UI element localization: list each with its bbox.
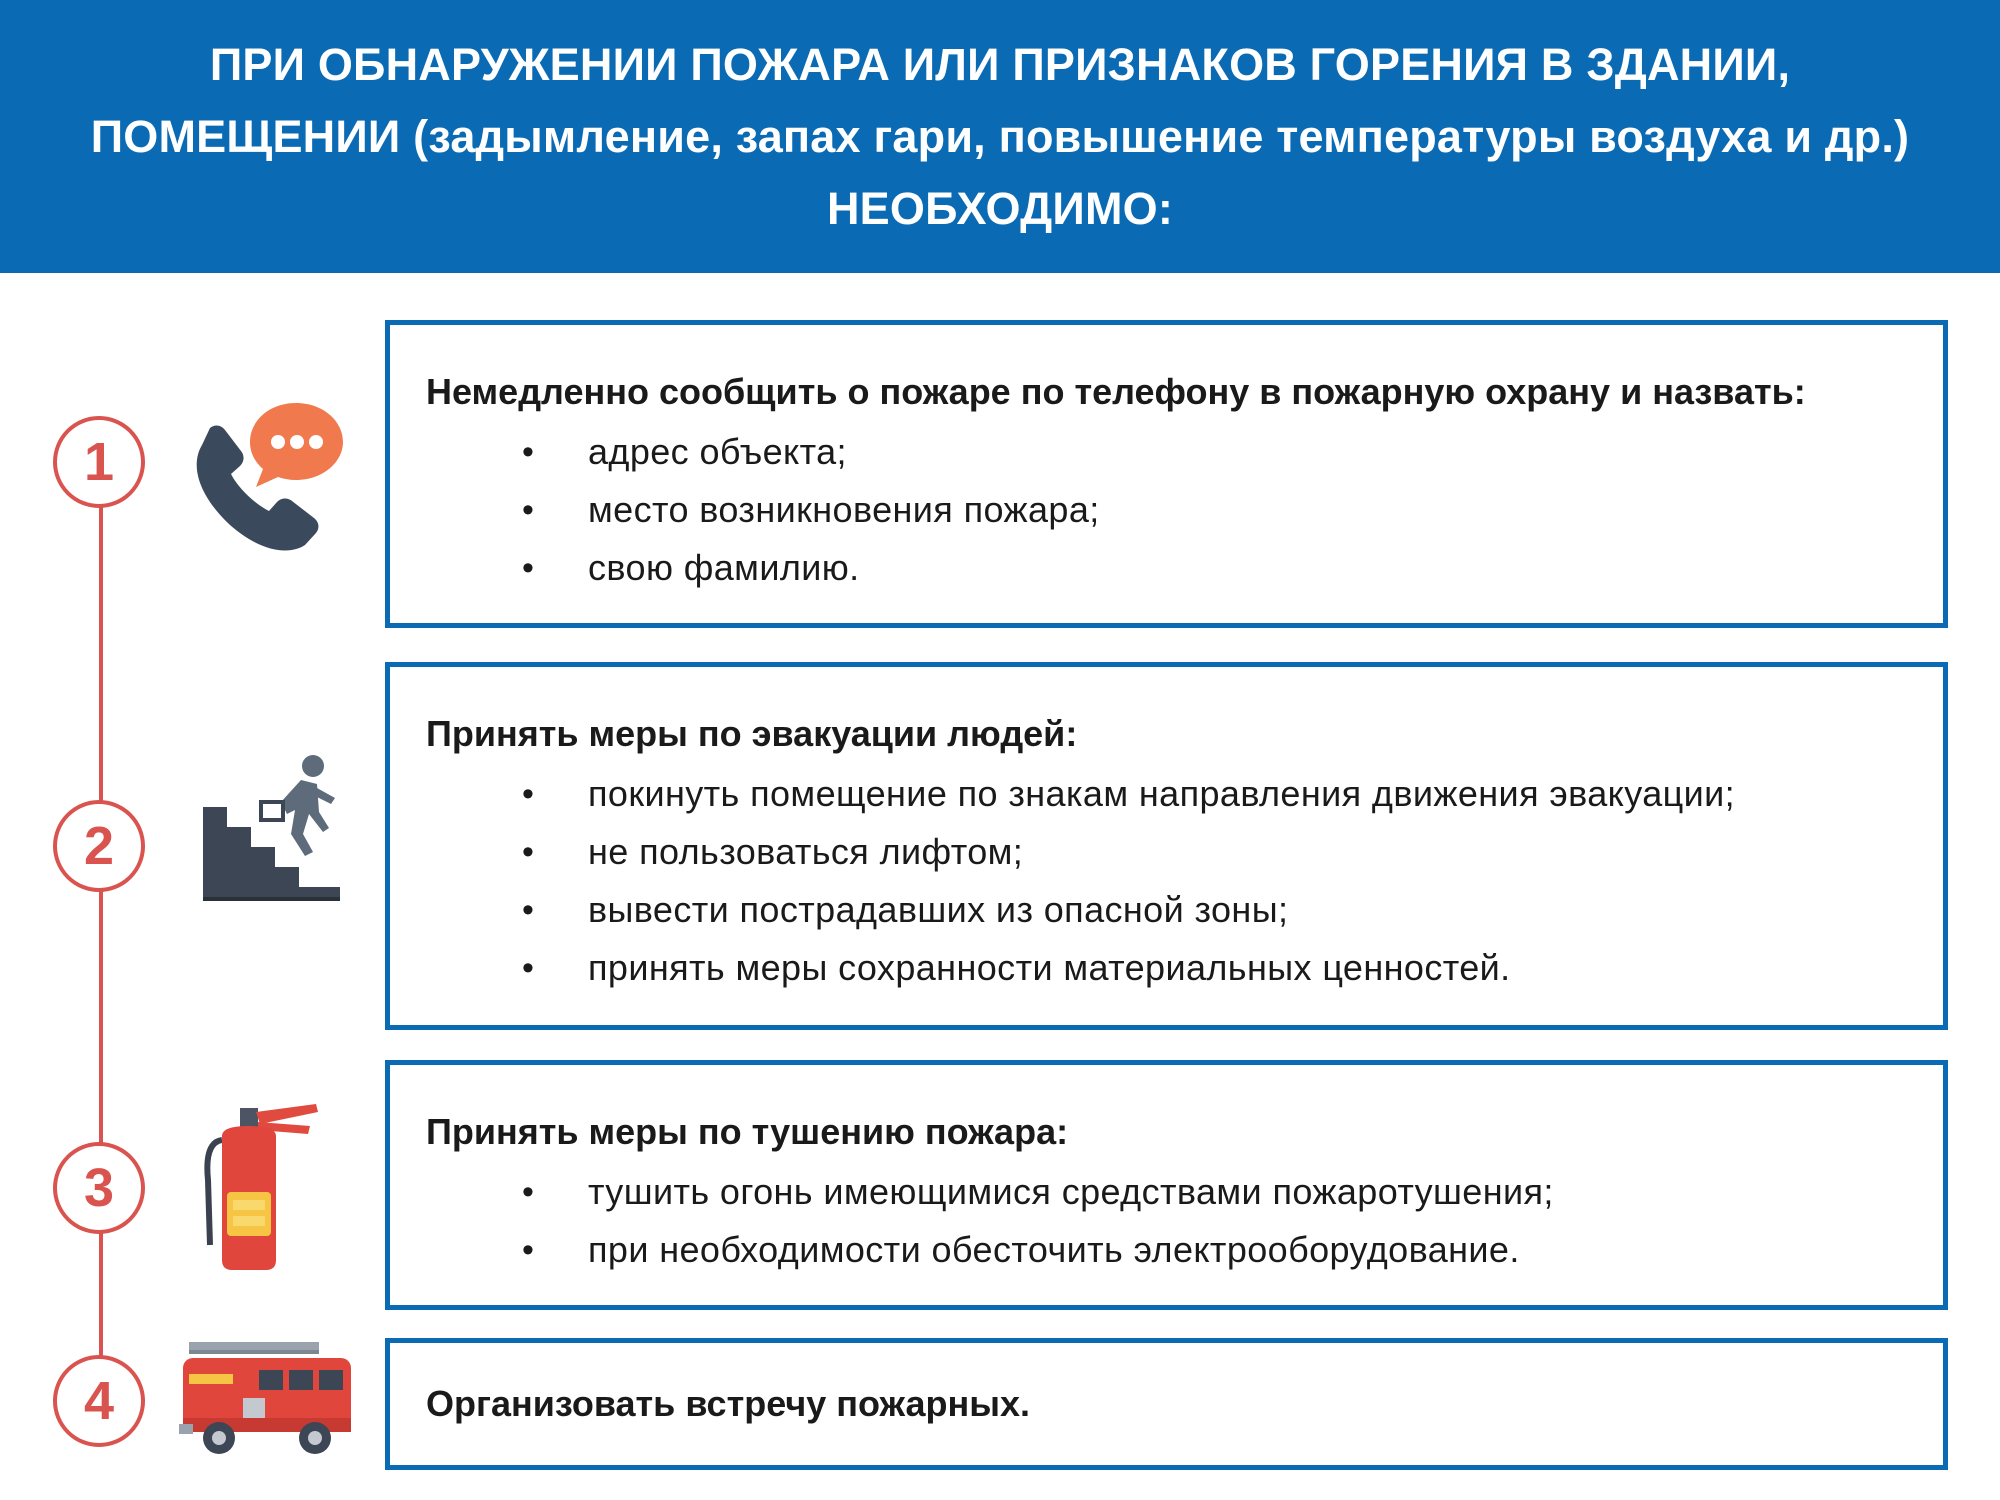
step-2-card bbox=[385, 662, 1948, 1030]
step-3-number: 3 bbox=[53, 1142, 145, 1234]
fire-truck-icon bbox=[175, 1338, 355, 1458]
step-3-list bbox=[426, 1163, 1903, 1279]
step-3-card bbox=[385, 1060, 1948, 1310]
header-line-3: НЕОБХОДИМО: bbox=[826, 182, 1174, 234]
list-item: • тушить огонь имеющимися средствами пожаротушения; bbox=[426, 1163, 1903, 1221]
step-1-title: Немедленно сообщить о пожаре по телефону в пожарную охрану и назвать: bbox=[426, 371, 1806, 412]
step-1-list bbox=[426, 423, 1903, 597]
phone-call-icon bbox=[180, 395, 350, 560]
fire-extinguisher-icon bbox=[200, 1100, 330, 1275]
step-2-number: 2 bbox=[53, 800, 145, 892]
list-item: • вывести пострадавших из опасной зоны; bbox=[426, 881, 1903, 939]
timeline-line bbox=[99, 460, 103, 1380]
step-3-title: Принять меры по тушению пожара: bbox=[426, 1111, 1069, 1152]
step-2-list bbox=[426, 765, 1903, 997]
list-item: • не пользоваться лифтом; bbox=[426, 823, 1903, 881]
step-1-card bbox=[385, 320, 1948, 628]
header-line-2: ПОМЕЩЕНИИ (задымление, запах гари, повышение температуры воздуха и др.) bbox=[90, 110, 1910, 162]
step-4-title: Организовать встречу пожарных. bbox=[426, 1383, 1030, 1424]
header-banner bbox=[0, 0, 2000, 273]
list-item: • при необходимости обесточить электрооборудование. bbox=[426, 1221, 1903, 1279]
evacuation-stairs-icon bbox=[195, 752, 345, 902]
list-item: • принять меры сохранности материальных ценностей. bbox=[426, 939, 1903, 997]
step-2-title: Принять меры по эвакуации людей: bbox=[426, 713, 1078, 754]
list-item: • свою фамилию. bbox=[426, 539, 1903, 597]
header-line-1: ПРИ ОБНАРУЖЕНИИ ПОЖАРА ИЛИ ПРИЗНАКОВ ГОРЕНИЯ В ЗДАНИИ, bbox=[209, 38, 1791, 90]
list-item: • адрес объекта; bbox=[426, 423, 1903, 481]
step-4-card bbox=[385, 1338, 1948, 1470]
list-item: • место возникновения пожара; bbox=[426, 481, 1903, 539]
step-1-number: 1 bbox=[53, 416, 145, 508]
list-item: • покинуть помещение по знакам направления движения эвакуации; bbox=[426, 765, 1903, 823]
step-4-number: 4 bbox=[53, 1355, 145, 1447]
